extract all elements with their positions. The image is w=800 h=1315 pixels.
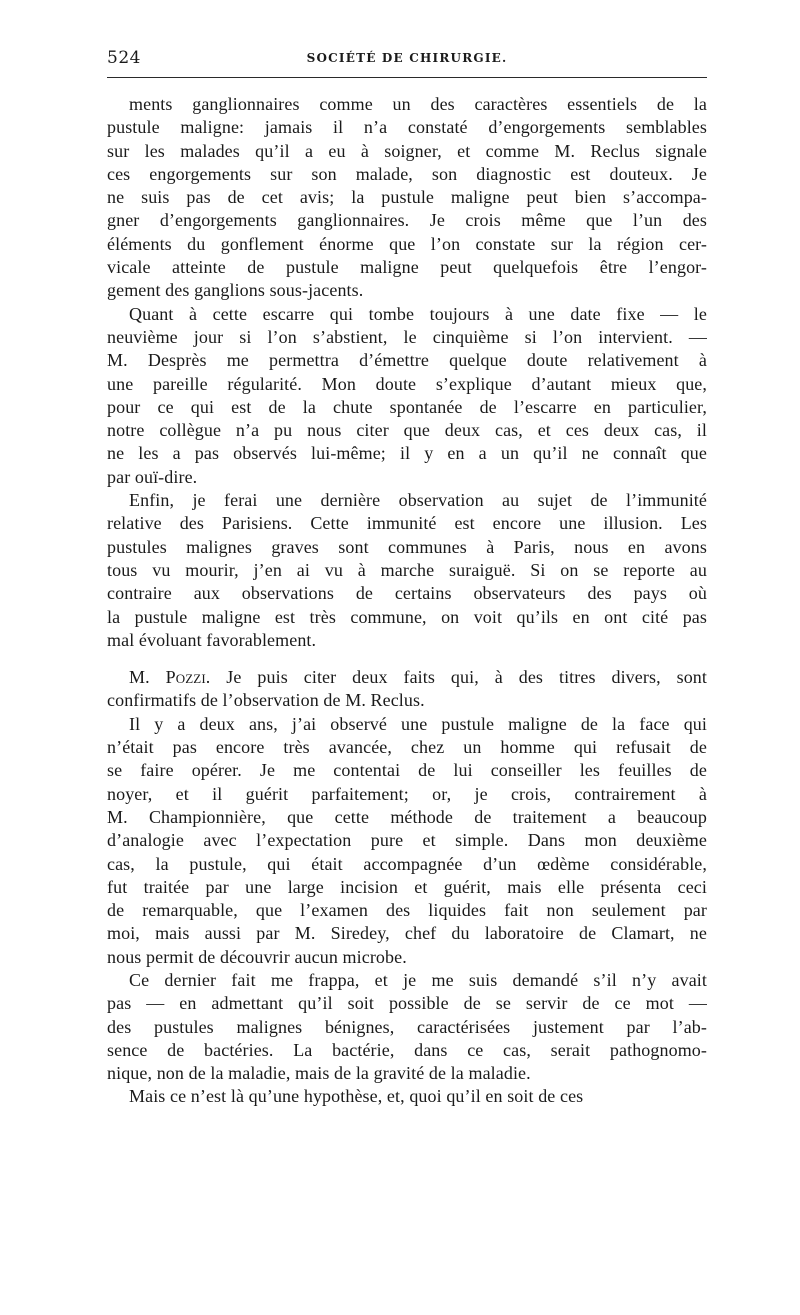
running-head (107, 40, 707, 74)
page-number: 524 (107, 48, 141, 68)
text-line: Enfin, je ferai une dernière observation au sujet de l’immunité (129, 490, 707, 511)
paragraph (107, 969, 707, 1085)
text-line: pustules malignes graves sont communes à Paris, nous en avons (107, 536, 707, 557)
text-line: nique, non de la maladie, mais de la gravité de la maladie. (107, 1063, 531, 1084)
text-line: se faire opérer. Je me contentai de lui conseiller les feuilles de (107, 760, 707, 781)
text-line: la pustule maligne est très commune, on voit qu’ils en ont cité pas (107, 606, 707, 627)
text-line: Mais ce n’est là qu’une hypothèse, et, quoi qu’il en soit de ces (129, 1086, 584, 1107)
running-title: SOCIÉTÉ DE CHIRURGIE. (306, 51, 508, 65)
text-line: d’analogie avec l’expectation pure et simple. Dans mon deuxième (107, 830, 707, 851)
paragraph (107, 489, 707, 652)
text-line: ne suis pas de cet avis; la pustule maligne peut bien s’accompa- (107, 187, 707, 208)
speaker-text: Je puis citer deux faits qui, à des titres divers, sont (210, 667, 707, 688)
text-line: ces engorgements sur son malade, son diagnostic est douteux. Je (107, 163, 707, 184)
text-line: tous vu mourir, j’en ai vu à marche suraiguë. Si on se reporte au (107, 559, 707, 580)
text-line: contraire aux observations de certains observateurs des pays où (107, 583, 707, 604)
text-line: M. Championnière, que cette méthode de traitement a beaucoup (107, 806, 707, 827)
text-line: vicale atteinte de pustule maligne peut quelquefois être l’engor- (107, 257, 707, 278)
text-line: éléments du gonflement énorme que l’on constate sur la région cer- (107, 233, 707, 254)
header-rule (107, 77, 707, 78)
text-line: mal évoluant favorablement. (107, 629, 317, 650)
text-line: noyer, et il guérit parfaitement; or, je crois, contrairement à (107, 783, 707, 804)
text-line: relative des Parisiens. Cette immunité est encore une illusion. Les (107, 513, 707, 534)
text-line: pas — en admettant qu’il soit possible de se servir de ce mot — (107, 993, 707, 1014)
text-line: neuvième jour si l’on s’abstient, le cinquième si l’on intervient. — (107, 326, 707, 347)
text-line: notre collègue n’a pu nous citer que deux cas, et ces deux cas, il (107, 420, 707, 441)
text-line: sur les malades qu’il a eu à soigner, et comme M. Reclus signale (107, 140, 707, 161)
speaker-name: M. Pozzi. (129, 667, 211, 688)
text-line: Quant à cette escarre qui tombe toujours à une date fixe — le (129, 303, 707, 324)
text-line: gement des ganglions sous-jacents. (107, 280, 364, 301)
text-line: M. Desprès me permettra d’émettre quelque doute relativement à (107, 350, 707, 371)
paragraph (107, 666, 707, 713)
page (107, 40, 707, 1109)
text-line: moi, mais aussi par M. Siredey, chef du laboratoire de Clamart, ne (107, 923, 707, 944)
text-line: pour ce qui est de la chute spontanée de l’escarre en particulier, (107, 396, 707, 417)
text-line: sence de bactéries. La bactérie, dans ce cas, serait pathognomo- (107, 1039, 707, 1060)
text-line (107, 666, 707, 689)
text-line: confirmatifs de l’observation de M. Reclus. (107, 690, 425, 711)
body-text (107, 93, 707, 1109)
text-line: fut traitée par une large incision et guérit, mais elle présenta ceci (107, 876, 707, 897)
paragraph-gap (107, 652, 707, 666)
paragraph (107, 303, 707, 489)
text-line: Il y a deux ans, j’ai observé une pustule maligne de la face qui (129, 713, 707, 734)
text-line: Ce dernier fait me frappa, et je me suis demandé s’il n’y avait (129, 969, 707, 990)
text-line: gner d’engorgements ganglionnaires. Je crois même que l’un des (107, 210, 707, 231)
paragraph (107, 713, 707, 969)
text-line: n’était pas encore très avancée, chez un homme qui refusait de (107, 737, 707, 758)
text-line: une pareille régularité. Mon doute s’explique d’autant mieux que, (107, 373, 707, 394)
text-line: par ouï-dire. (107, 466, 198, 487)
text-line: ments ganglionnaires comme un des caractères essentiels de la (129, 94, 707, 114)
text-line: de remarquable, que l’examen des liquides fait non seulement par (107, 900, 707, 921)
paragraph (107, 1085, 707, 1108)
text-line: nous permit de découvrir aucun microbe. (107, 946, 407, 967)
text-line: des pustules malignes bénignes, caractérisées justement par l’ab- (107, 1016, 707, 1037)
paragraph (107, 93, 707, 303)
text-line: cas, la pustule, qui était accompagnée d’un œdème considérable, (107, 853, 707, 874)
text-line: pustule maligne: jamais il n’a constaté d’engorgements semblables (107, 117, 707, 138)
text-line: ne les a pas observés lui-même; il y en a un qu’il ne connaît que (107, 443, 707, 464)
